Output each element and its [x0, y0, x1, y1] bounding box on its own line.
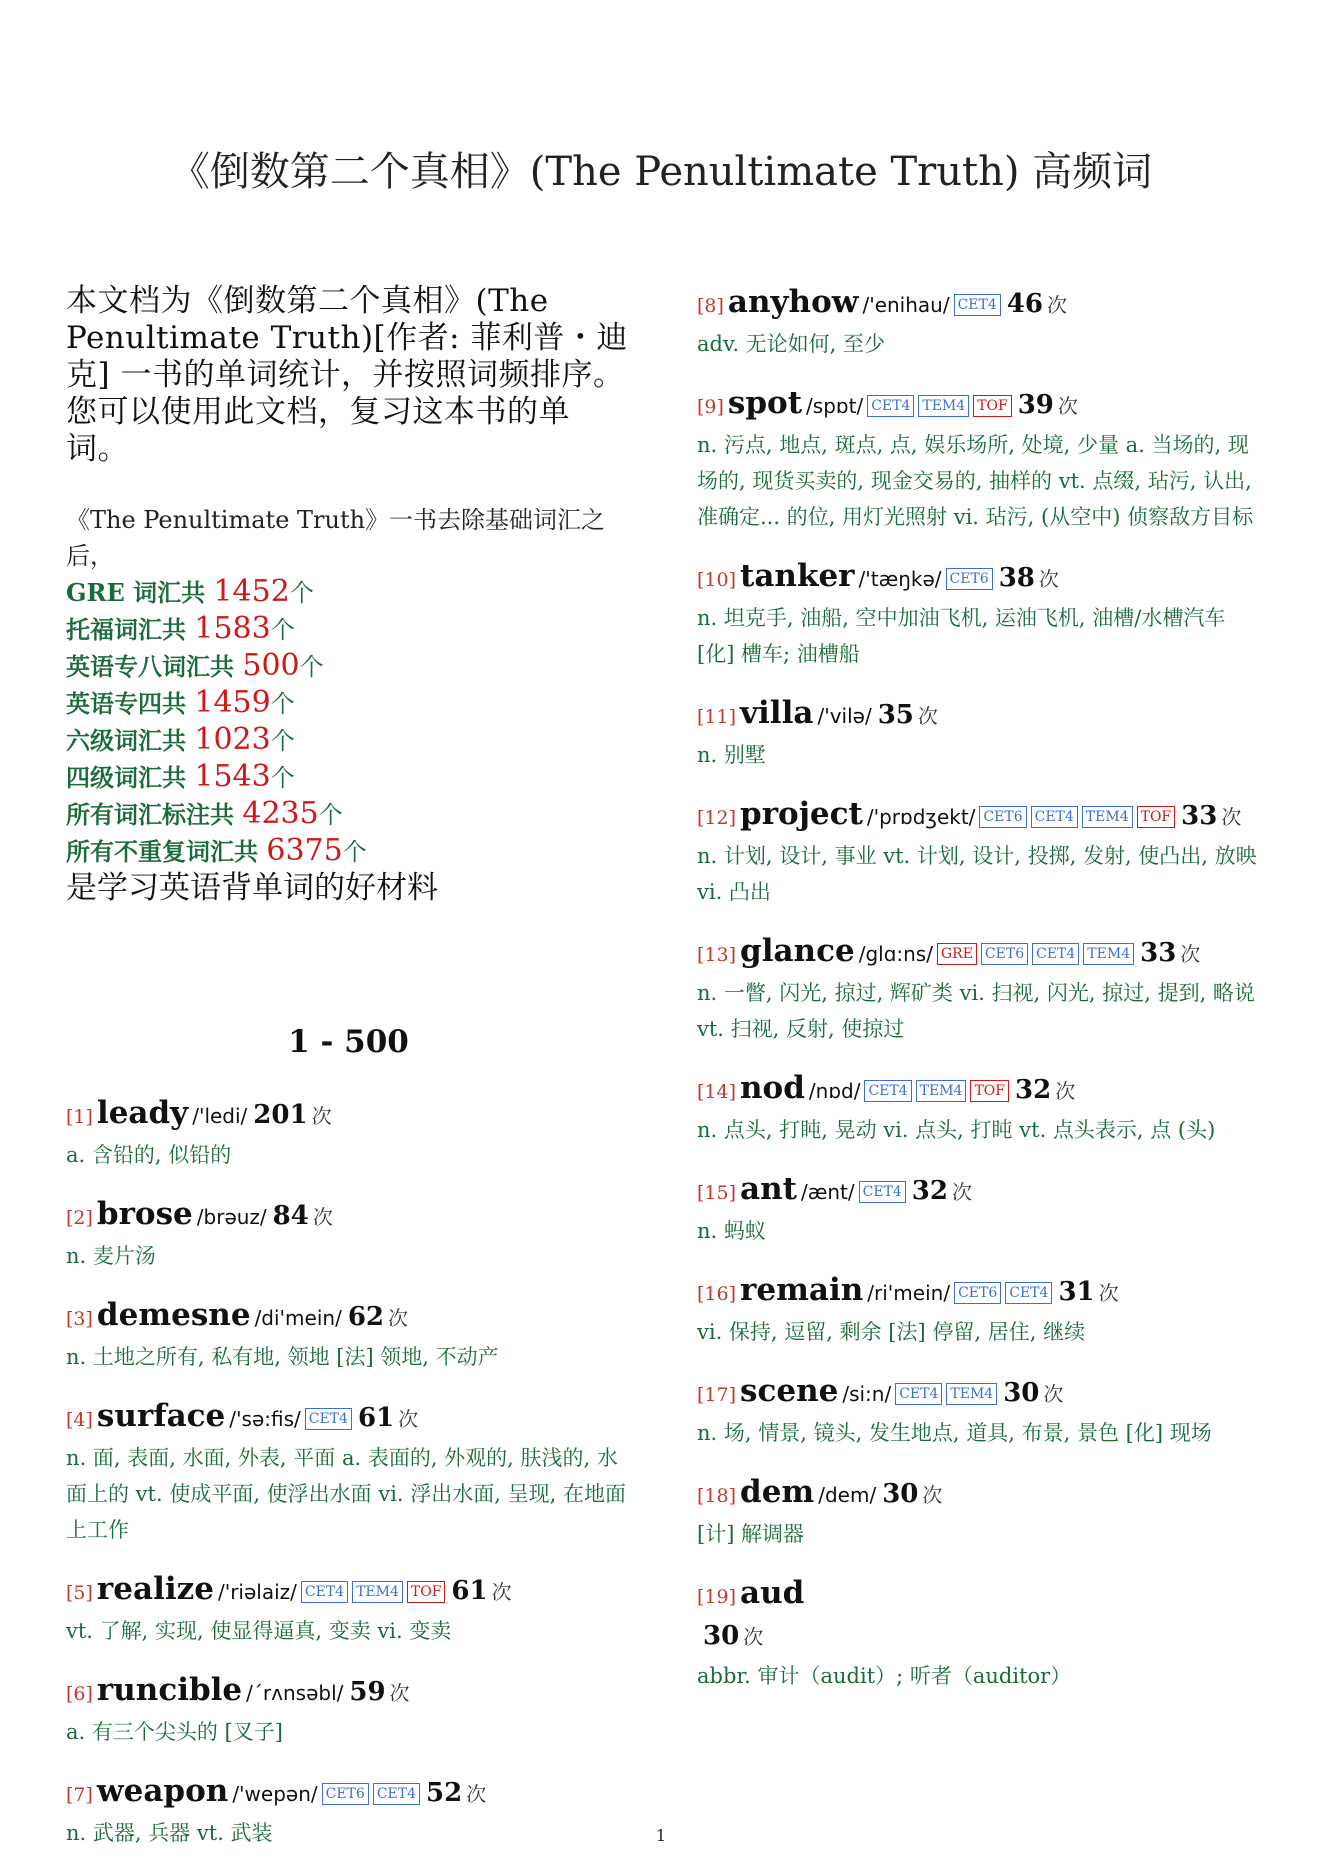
entry-head	[697, 384, 1262, 427]
entry-definition: n. 一瞥, 闪光, 掠过, 辉矿类 vi. 扫视, 闪光, 掠过, 提到, 略说 vt. 扫视, 反射, 使掠过	[697, 981, 1255, 1041]
entry-count: 38	[998, 563, 1035, 593]
stat-value: 1023	[194, 722, 271, 757]
entry-index: [7]	[66, 1784, 93, 1806]
stat-value: 1543	[194, 759, 271, 794]
entry-pronunciation: /ænt/	[800, 1180, 855, 1204]
entry-word: leady	[96, 1095, 189, 1131]
entry-pronunciation: /spɒt/	[806, 394, 864, 418]
right-column	[697, 283, 1262, 1716]
entry-count: 30	[882, 1479, 919, 1509]
stat-unit: 个	[270, 764, 295, 792]
entry-definition: n. 污点, 地点, 斑点, 点, 娱乐场所, 处境, 少量 a. 当场的, 现场的, 现货买卖的, 现金交易的, 抽样的 vt. 点缀, 玷污, 认出, 准确定... 的位, 用灯光照射 vi. 玷污, (从空中) 侦察敌方目标	[697, 433, 1254, 529]
word-entry	[697, 1372, 1262, 1451]
stat-label: 所有词汇标注共	[66, 800, 243, 829]
stat-label: 英语专八词汇共	[66, 652, 243, 681]
level-tag: TOF	[970, 1080, 1009, 1102]
stat-unit: 个	[270, 727, 295, 755]
level-tag: TOF	[1137, 806, 1176, 828]
level-tag: TEM4	[946, 1383, 997, 1405]
entry-count-unit: 次	[1098, 1281, 1119, 1305]
level-tag: CET4	[1031, 806, 1078, 828]
entry-word: project	[740, 796, 863, 832]
word-entry	[66, 1094, 631, 1173]
stat-label: 托福词汇共	[66, 615, 195, 644]
word-entry	[697, 932, 1262, 1047]
entry-pronunciation: /'wepən/	[232, 1782, 318, 1806]
entry-pronunciation: /'riəlaiz/	[217, 1580, 297, 1604]
entry-count: 33	[1140, 938, 1177, 968]
entry-definition: n. 计划, 设计, 事业 vt. 计划, 设计, 投掷, 发射, 使凸出, 放映 vi. 凸出	[697, 844, 1257, 904]
level-tag: CET4	[1005, 1282, 1052, 1304]
entry-definition: n. 麦片汤	[66, 1244, 156, 1268]
level-tag: CET4	[373, 1783, 420, 1805]
entry-count-unit: 次	[917, 704, 938, 728]
stat-line	[66, 833, 631, 870]
entry-pronunciation: /dem/	[818, 1483, 877, 1507]
entry-definition: vt. 了解, 实现, 使显得逼真, 变卖 vi. 变卖	[66, 1619, 452, 1643]
stat-line	[66, 574, 631, 611]
entry-head	[66, 1094, 631, 1137]
entry-index: [14]	[697, 1081, 737, 1103]
level-tag: CET4	[864, 1080, 911, 1102]
entry-index: [12]	[697, 807, 737, 829]
entry-count: 31	[1058, 1277, 1095, 1307]
entry-definition: n. 武器, 兵器 vt. 武装	[66, 1821, 273, 1845]
entry-pronunciation: /brəuz/	[196, 1205, 267, 1229]
entry-word: spot	[727, 385, 803, 421]
summary-line: 《The Penultimate Truth》一书去除基础词汇之后，	[66, 506, 606, 570]
entry-word: anyhow	[727, 284, 859, 320]
stat-line	[66, 796, 631, 833]
stat-value: 1452	[213, 574, 290, 609]
stat-line	[66, 685, 631, 722]
word-entry	[66, 1397, 631, 1548]
stat-label: 英语专四共	[66, 689, 195, 718]
entry-index: [10]	[697, 569, 737, 591]
stat-value: 500	[242, 648, 300, 683]
left-column	[66, 283, 631, 1873]
entry-definition: [计] 解调器	[697, 1522, 805, 1546]
entry-head	[697, 1069, 1262, 1112]
right-entry-list	[697, 283, 1262, 1694]
entry-count-unit: 次	[951, 1180, 972, 1204]
entry-word: runcible	[96, 1672, 243, 1708]
entry-head	[66, 1570, 631, 1613]
level-tag: TEM4	[352, 1581, 403, 1603]
entry-pronunciation: /'sə:fis/	[229, 1407, 301, 1431]
entry-head	[697, 1372, 1262, 1415]
entry-count-unit: 次	[398, 1407, 419, 1431]
stat-value: 4235	[242, 796, 319, 831]
entry-index: [5]	[66, 1582, 93, 1604]
entry-word: remain	[740, 1272, 864, 1308]
entry-count: 35	[877, 700, 914, 730]
entry-head	[66, 1195, 631, 1238]
page-title: 《倒数第二个真相》(The Penultimate Truth) 高频词	[169, 149, 1153, 195]
entry-count: 84	[272, 1201, 309, 1231]
entry-head	[697, 283, 1262, 326]
entry-count-unit: 次	[466, 1782, 487, 1806]
level-tag: CET4	[1032, 943, 1079, 965]
entry-head	[66, 1296, 631, 1339]
entry-count-unit: 次	[1057, 394, 1078, 418]
entry-pronunciation: /ri'mein/	[867, 1281, 951, 1305]
entry-count-unit: 次	[388, 1306, 408, 1330]
entry-head	[66, 1397, 631, 1440]
word-entry	[697, 1473, 1262, 1552]
entry-definition: adv. 无论如何, 至少	[697, 332, 886, 356]
entry-definition: n. 面, 表面, 水面, 外表, 平面 a. 表面的, 外观的, 肤浅的, 水面上的 vt. 使成平面, 使浮出水面 vi. 浮出水面, 呈现, 在地面上工作	[66, 1446, 626, 1542]
stat-line	[66, 648, 631, 685]
stat-label: GRE 词汇共	[66, 578, 214, 607]
entry-definition: n. 场, 情景, 镜头, 发生地点, 道具, 布景, 景色 [化] 现场	[697, 1421, 1212, 1445]
entry-count: 30	[1003, 1378, 1040, 1408]
range-heading: 1 - 500	[288, 1024, 409, 1060]
entry-count: 46	[1006, 289, 1043, 319]
entry-word: aud	[740, 1575, 805, 1611]
level-tag: CET4	[859, 1181, 906, 1203]
entry-count-line	[697, 1617, 1262, 1658]
level-tag: TOF	[973, 395, 1012, 417]
entry-count-unit: 次	[1046, 293, 1067, 317]
entry-count-unit: 次	[1043, 1382, 1064, 1406]
entry-index: [17]	[697, 1384, 737, 1406]
entry-index: [13]	[697, 944, 737, 966]
entry-definition: n. 蚂蚁	[697, 1219, 766, 1243]
entry-pronunciation: /glɑ:ns/	[858, 942, 933, 966]
entry-word: dem	[740, 1474, 815, 1510]
level-tag: GRE	[937, 943, 977, 965]
stat-label: 四级词汇共	[66, 763, 195, 792]
entry-definition: n. 土地之所有, 私有地, 领地 [法] 领地, 不动产	[66, 1345, 499, 1369]
entry-pronunciation: /'tæŋkə/	[858, 567, 942, 591]
entry-index: [9]	[697, 396, 724, 418]
entry-head	[697, 1170, 1262, 1213]
word-entry	[697, 557, 1262, 672]
entry-head	[697, 795, 1262, 838]
word-entry	[697, 283, 1262, 362]
stat-line	[66, 722, 631, 759]
entry-word: brose	[96, 1196, 193, 1232]
entry-index: [16]	[697, 1283, 737, 1305]
entry-definition: a. 有三个尖头的 [叉子]	[66, 1720, 283, 1744]
entry-definition: n. 坦克手, 油船, 空中加油飞机, 运油飞机, 油槽/水槽汽车 [化] 槽车; 油槽船	[697, 606, 1226, 666]
stat-line	[66, 611, 631, 648]
page-number: 1	[655, 1826, 667, 1845]
entry-word: nod	[740, 1070, 805, 1106]
entry-count-unit: 次	[389, 1681, 410, 1705]
level-tag: CET6	[322, 1783, 369, 1805]
stat-label: 所有不重复词汇共	[66, 837, 267, 866]
level-tag: CET4	[301, 1581, 348, 1603]
entry-word: realize	[96, 1571, 214, 1607]
entry-count-unit: 次	[311, 1104, 332, 1128]
outro-line: 是学习英语背单词的好材料	[66, 870, 438, 906]
stats-list	[66, 574, 631, 870]
entry-count: 52	[426, 1778, 463, 1808]
entry-head	[697, 932, 1262, 975]
entry-index: [4]	[66, 1409, 93, 1431]
entry-head	[66, 1772, 631, 1815]
level-tag: TEM4	[1083, 943, 1134, 965]
word-entry	[697, 1271, 1262, 1350]
word-entry	[66, 1296, 631, 1375]
entry-count-unit: 次	[743, 1625, 764, 1649]
level-tag: CET6	[954, 1282, 1001, 1304]
entry-count: 201	[253, 1100, 308, 1130]
intro-paragraph: 本文档为《倒数第二个真相》(The Penultimate Truth)[作者: 菲利普・迪克] 一书的单词统计，并按照词频排序。您可以使用此文档，复习这本书的单词。	[66, 283, 628, 467]
entry-word: surface	[96, 1398, 226, 1434]
entry-count-unit: 次	[1221, 805, 1242, 829]
level-tag: CET6	[981, 943, 1028, 965]
entry-head	[697, 557, 1262, 600]
entry-count-unit: 次	[491, 1580, 512, 1604]
stat-value: 1583	[194, 611, 271, 646]
entry-count-unit: 次	[1180, 942, 1201, 966]
level-tag: CET4	[895, 1383, 942, 1405]
entry-definition: abbr. 审计（audit）; 听者（auditor）	[697, 1664, 1072, 1688]
entry-pronunciation: /ˊrʌnsəbl/	[246, 1681, 344, 1705]
word-entry	[66, 1195, 631, 1274]
entry-count-unit: 次	[922, 1483, 943, 1507]
entry-count: 30	[703, 1621, 740, 1651]
level-tag: TEM4	[1082, 806, 1133, 828]
stat-unit: 个	[270, 616, 295, 644]
entry-index: [11]	[697, 706, 737, 728]
stat-unit: 个	[289, 579, 314, 607]
left-entry-list	[66, 1094, 631, 1851]
entry-head	[697, 1574, 1262, 1617]
entry-pronunciation: /'enihau/	[862, 293, 950, 317]
entry-pronunciation: /'prɒdʒekt/	[866, 805, 976, 829]
entry-index: [8]	[697, 295, 724, 317]
entry-count-unit: 次	[1055, 1079, 1076, 1103]
entry-word: scene	[740, 1373, 839, 1409]
stat-unit: 个	[342, 838, 367, 866]
entry-count: 32	[911, 1176, 948, 1206]
entry-pronunciation: /'ledi/	[192, 1104, 248, 1128]
level-tag: CET6	[946, 568, 993, 590]
stat-unit: 个	[318, 801, 343, 829]
level-tag: TOF	[407, 1581, 446, 1603]
entry-word: demesne	[96, 1297, 251, 1333]
word-entry	[697, 694, 1262, 773]
stat-unit: 个	[299, 653, 324, 681]
entry-word: glance	[740, 933, 855, 969]
entry-pronunciation: /si:n/	[842, 1382, 892, 1406]
word-entry	[697, 1170, 1262, 1249]
entry-pronunciation: /nɒd/	[808, 1079, 861, 1103]
level-tag: CET4	[954, 294, 1001, 316]
level-tag: CET4	[867, 395, 914, 417]
entry-count: 61	[357, 1403, 395, 1433]
entry-index: [6]	[66, 1683, 93, 1705]
stat-unit: 个	[270, 690, 295, 718]
entry-count: 59	[349, 1677, 386, 1707]
entry-count: 61	[451, 1576, 488, 1606]
stat-value: 6375	[266, 833, 343, 868]
entry-index: [18]	[697, 1485, 737, 1507]
entry-count: 33	[1181, 801, 1218, 831]
entry-pronunciation: /di'mein/	[254, 1306, 342, 1330]
entry-word: villa	[740, 695, 814, 731]
entry-head	[697, 1271, 1262, 1314]
word-entry	[697, 795, 1262, 910]
entry-count-unit: 次	[312, 1205, 333, 1229]
stat-line	[66, 759, 631, 796]
word-entry	[66, 1570, 631, 1649]
word-entry	[66, 1671, 631, 1750]
entry-index: [1]	[66, 1106, 93, 1128]
entry-count-unit: 次	[1038, 567, 1059, 591]
entry-word: weapon	[96, 1773, 229, 1809]
entry-definition: n. 点头, 打盹, 晃动 vi. 点头, 打盹 vt. 点头表示, 点 (头)	[697, 1118, 1216, 1142]
entry-index: [15]	[697, 1182, 737, 1204]
entry-count: 39	[1017, 390, 1054, 420]
word-entry	[697, 1069, 1262, 1148]
entry-word: ant	[740, 1171, 797, 1207]
entry-index: [3]	[66, 1308, 93, 1330]
stat-label: 六级词汇共	[66, 726, 195, 755]
entry-index: [2]	[66, 1207, 93, 1229]
stat-value: 1459	[194, 685, 271, 720]
entry-count: 32	[1015, 1075, 1052, 1105]
level-tag: CET6	[979, 806, 1026, 828]
entry-definition: vi. 保持, 逗留, 剩余 [法] 停留, 居住, 继续	[697, 1320, 1086, 1344]
word-entry	[697, 1574, 1262, 1694]
entry-head	[697, 694, 1262, 737]
entry-head	[66, 1671, 631, 1714]
entry-count: 62	[347, 1302, 384, 1332]
level-tag: TEM4	[916, 1080, 967, 1102]
word-entry	[697, 384, 1262, 535]
entry-definition: n. 别墅	[697, 743, 766, 767]
entry-index: [19]	[697, 1586, 737, 1608]
level-tag: CET4	[305, 1408, 352, 1430]
entry-definition: a. 含铅的, 似铅的	[66, 1143, 232, 1167]
entry-pronunciation: /'vilə/	[817, 704, 872, 728]
level-tag: TEM4	[918, 395, 969, 417]
entry-word: tanker	[740, 558, 855, 594]
entry-head	[697, 1473, 1262, 1516]
